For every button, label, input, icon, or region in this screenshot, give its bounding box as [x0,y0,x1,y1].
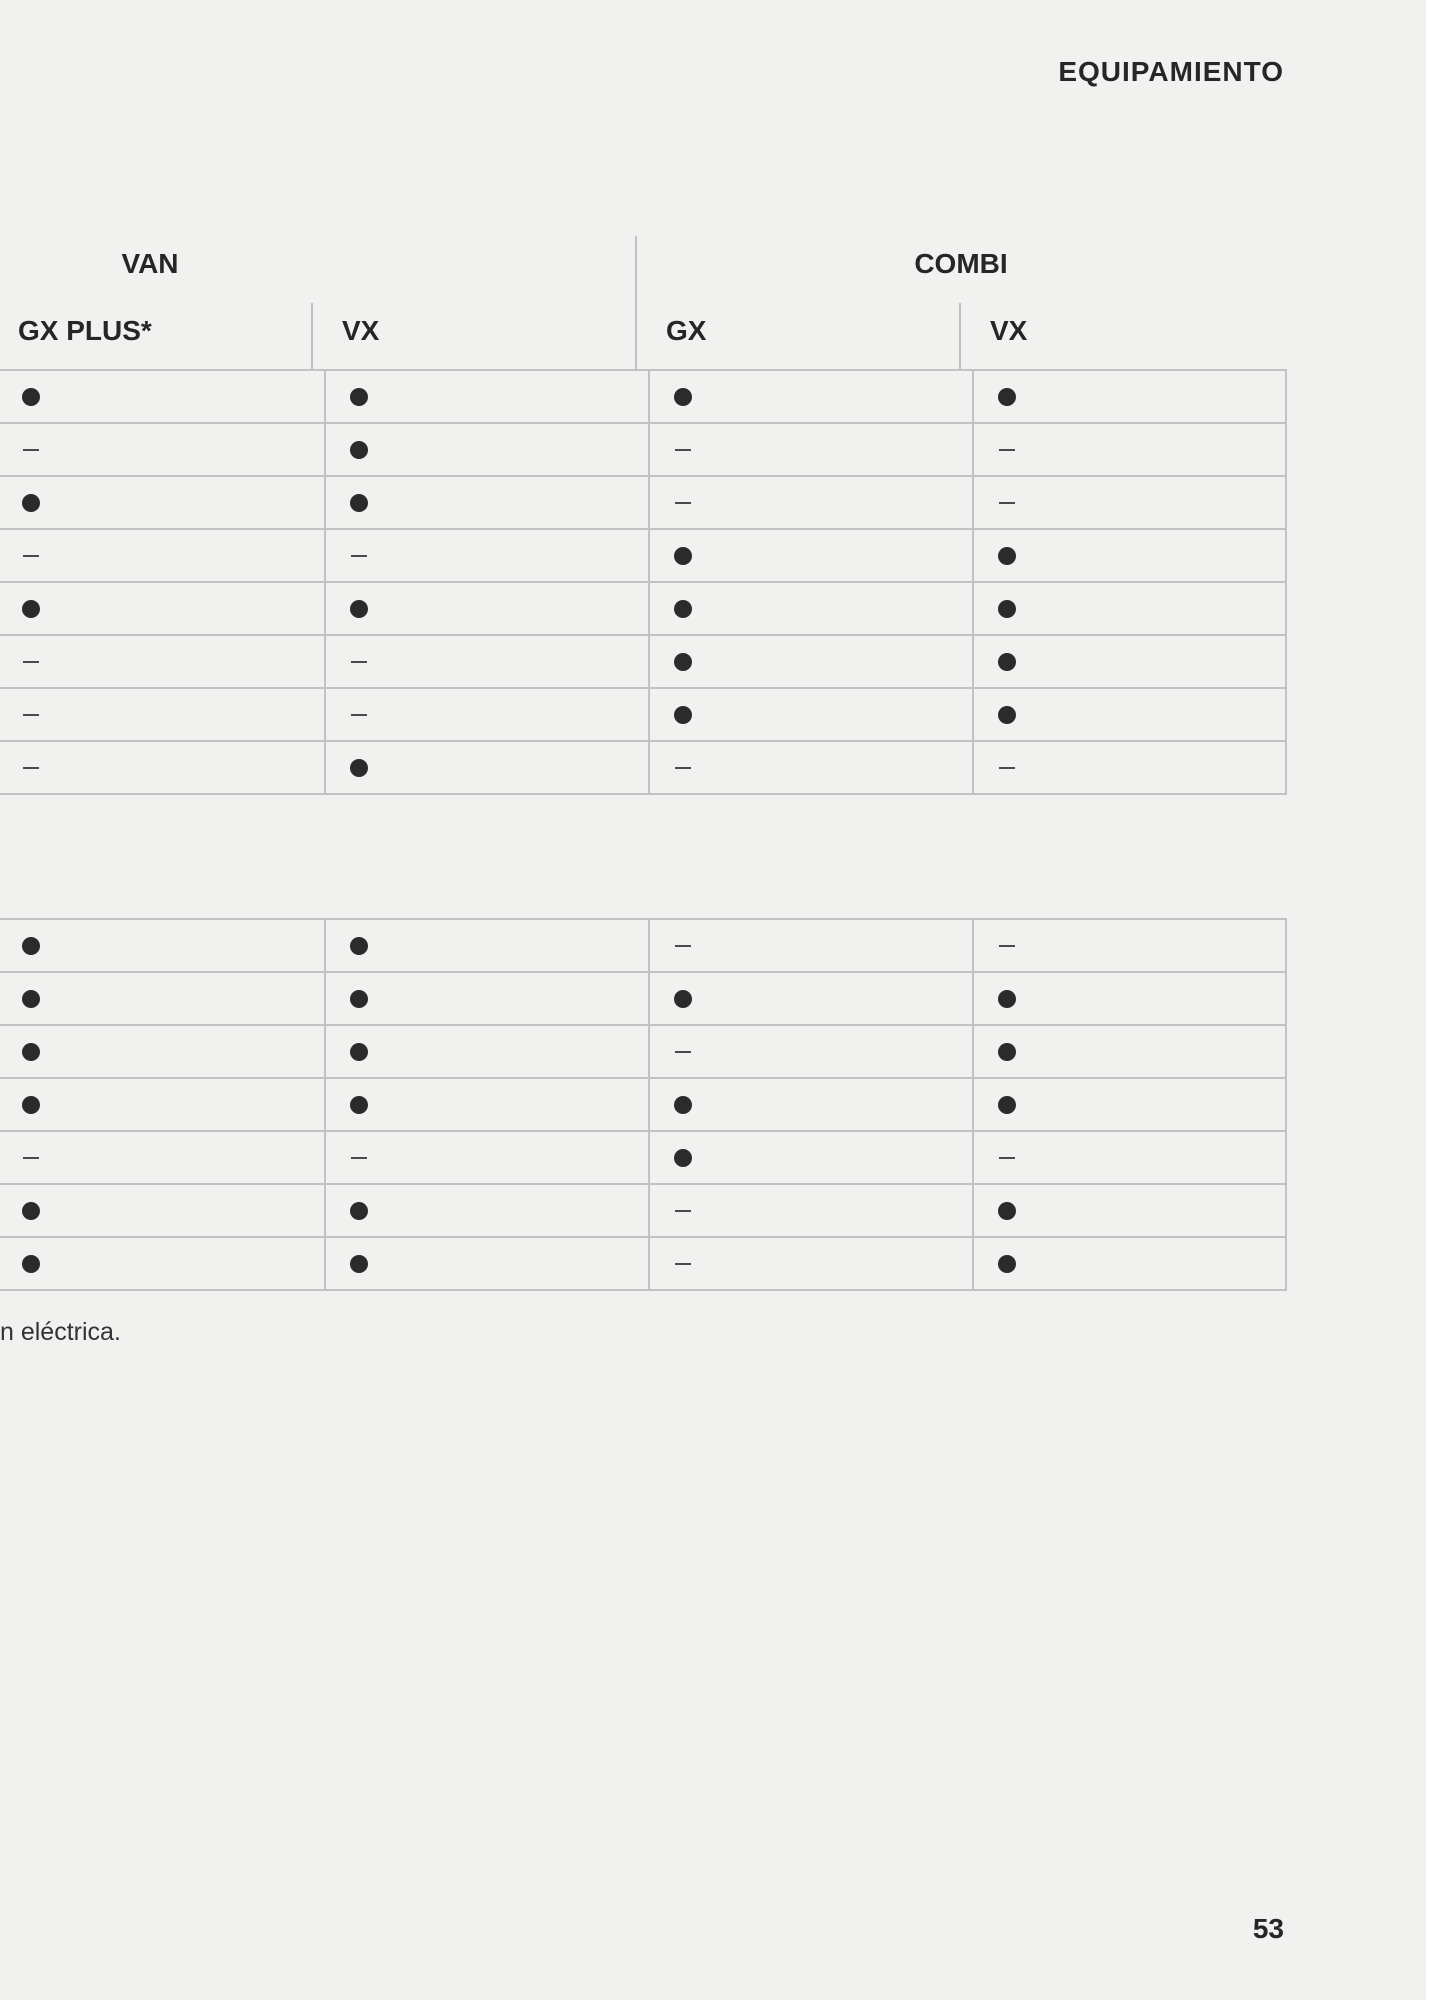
page-edge-strip [1426,0,1430,2000]
table-cell [325,423,649,476]
table-cell [325,1237,649,1290]
table-cell [649,741,973,794]
table-cell [325,688,649,741]
standard-dot-icon [674,547,692,565]
not-available-dash-icon [23,661,39,663]
column-divider-1 [311,303,313,371]
table-cell [649,476,973,529]
standard-dot-icon [22,388,40,406]
table-cell [0,1078,325,1131]
standard-dot-icon [674,990,692,1008]
table-cell [649,1237,973,1290]
group-divider [635,236,637,371]
not-available-dash-icon [675,1051,691,1053]
table-row [0,1025,1286,1078]
column-divider-3 [959,303,961,371]
table-cell [649,1131,973,1184]
table-cell [973,688,1286,741]
table-cell [325,972,649,1025]
standard-dot-icon [22,1255,40,1273]
not-available-dash-icon [675,1263,691,1265]
not-available-dash-icon [351,661,367,663]
table-row [0,1184,1286,1237]
table-cell [325,741,649,794]
table-cell [973,582,1286,635]
table-cell [649,635,973,688]
standard-dot-icon [350,494,368,512]
table-cell [973,1025,1286,1078]
not-available-dash-icon [675,449,691,451]
table-cell [325,582,649,635]
standard-dot-icon [22,937,40,955]
section-title: EQUIPAMIENTO [1058,56,1284,87]
column-header-van-gx-plus: GX PLUS* [18,315,152,346]
not-available-dash-icon [23,767,39,769]
table-row [0,423,1286,476]
page-number: 53 [1252,1913,1284,1944]
equipment-table-1 [0,369,1287,795]
table-cell [325,1078,649,1131]
table-cell [325,529,649,582]
standard-dot-icon [998,706,1016,724]
table-cell [0,423,325,476]
not-available-dash-icon [675,767,691,769]
equipment-table-1-body [0,370,1286,794]
standard-dot-icon [674,653,692,671]
not-available-dash-icon [999,767,1015,769]
table-cell [973,1184,1286,1237]
table-cell [0,1184,325,1237]
standard-dot-icon [674,1096,692,1114]
table-cell [325,476,649,529]
table-cell [649,1184,973,1237]
standard-dot-icon [998,990,1016,1008]
not-available-dash-icon [23,449,39,451]
table-cell [973,370,1286,423]
table-cell [0,635,325,688]
table-cell [0,476,325,529]
column-header-combi-vx: VX [990,315,1028,346]
table-row [0,741,1286,794]
standard-dot-icon [998,1043,1016,1061]
table-cell [973,423,1286,476]
standard-dot-icon [674,600,692,618]
table-row [0,1131,1286,1184]
standard-dot-icon [998,653,1016,671]
standard-dot-icon [22,990,40,1008]
column-header-van-vx: VX [342,315,380,346]
standard-dot-icon [350,937,368,955]
table-cell [0,972,325,1025]
table-cell [649,688,973,741]
not-available-dash-icon [23,1157,39,1159]
not-available-dash-icon [351,555,367,557]
standard-dot-icon [998,547,1016,565]
not-available-dash-icon [23,714,39,716]
table-cell [325,1131,649,1184]
table-row [0,635,1286,688]
table-cell [973,1078,1286,1131]
table-cell [0,688,325,741]
not-available-dash-icon [675,1210,691,1212]
table-cell [649,1078,973,1131]
standard-dot-icon [350,1043,368,1061]
table-cell [325,1025,649,1078]
table-cell [973,919,1286,972]
table-cell [973,529,1286,582]
table-cell [649,529,973,582]
standard-dot-icon [998,1255,1016,1273]
table-cell [973,972,1286,1025]
table-cell [649,1025,973,1078]
standard-dot-icon [22,494,40,512]
table-cell [973,1131,1286,1184]
standard-dot-icon [350,441,368,459]
table-cell [649,972,973,1025]
equipment-table-2 [0,918,1287,1291]
group-header-van: VAN [121,248,179,279]
standard-dot-icon [998,1096,1016,1114]
standard-dot-icon [350,759,368,777]
standard-dot-icon [350,388,368,406]
standard-dot-icon [22,1202,40,1220]
not-available-dash-icon [999,945,1015,947]
standard-dot-icon [350,1096,368,1114]
not-available-dash-icon [351,714,367,716]
equipment-table-2-body [0,919,1286,1290]
table-cell [0,741,325,794]
table-row [0,476,1286,529]
table-cell [0,1131,325,1184]
table-row [0,1237,1286,1290]
table-cell [325,919,649,972]
table-cell [0,529,325,582]
table-cell [0,1237,325,1290]
table-row [0,370,1286,423]
standard-dot-icon [350,990,368,1008]
standard-dot-icon [350,1202,368,1220]
standard-dot-icon [674,388,692,406]
table-cell [0,370,325,423]
table-cell [973,476,1286,529]
table-row [0,529,1286,582]
standard-dot-icon [674,1149,692,1167]
table-row [0,919,1286,972]
standard-dot-icon [998,600,1016,618]
group-header-combi: COMBI [914,248,1008,279]
table-cell [973,741,1286,794]
table-cell [649,370,973,423]
table-cell [325,635,649,688]
not-available-dash-icon [23,555,39,557]
table-cell [0,582,325,635]
table-cell [973,635,1286,688]
not-available-dash-icon [999,449,1015,451]
table-cell [0,1025,325,1078]
standard-dot-icon [22,1096,40,1114]
not-available-dash-icon [675,945,691,947]
table-cell [325,1184,649,1237]
table-cell [649,582,973,635]
not-available-dash-icon [999,1157,1015,1159]
table-cell [0,919,325,972]
not-available-dash-icon [351,1157,367,1159]
column-header-combi-gx: GX [666,315,707,346]
table-row [0,1078,1286,1131]
standard-dot-icon [22,1043,40,1061]
table-row [0,972,1286,1025]
table-cell [649,919,973,972]
standard-dot-icon [350,600,368,618]
standard-dot-icon [22,600,40,618]
standard-dot-icon [998,388,1016,406]
standard-dot-icon [998,1202,1016,1220]
table-cell [649,423,973,476]
not-available-dash-icon [999,502,1015,504]
table-row [0,582,1286,635]
standard-dot-icon [350,1255,368,1273]
table-cell [325,370,649,423]
table-cell [973,1237,1286,1290]
table-row [0,688,1286,741]
standard-dot-icon [674,706,692,724]
footnote: n eléctrica. [0,1318,121,1346]
not-available-dash-icon [675,502,691,504]
